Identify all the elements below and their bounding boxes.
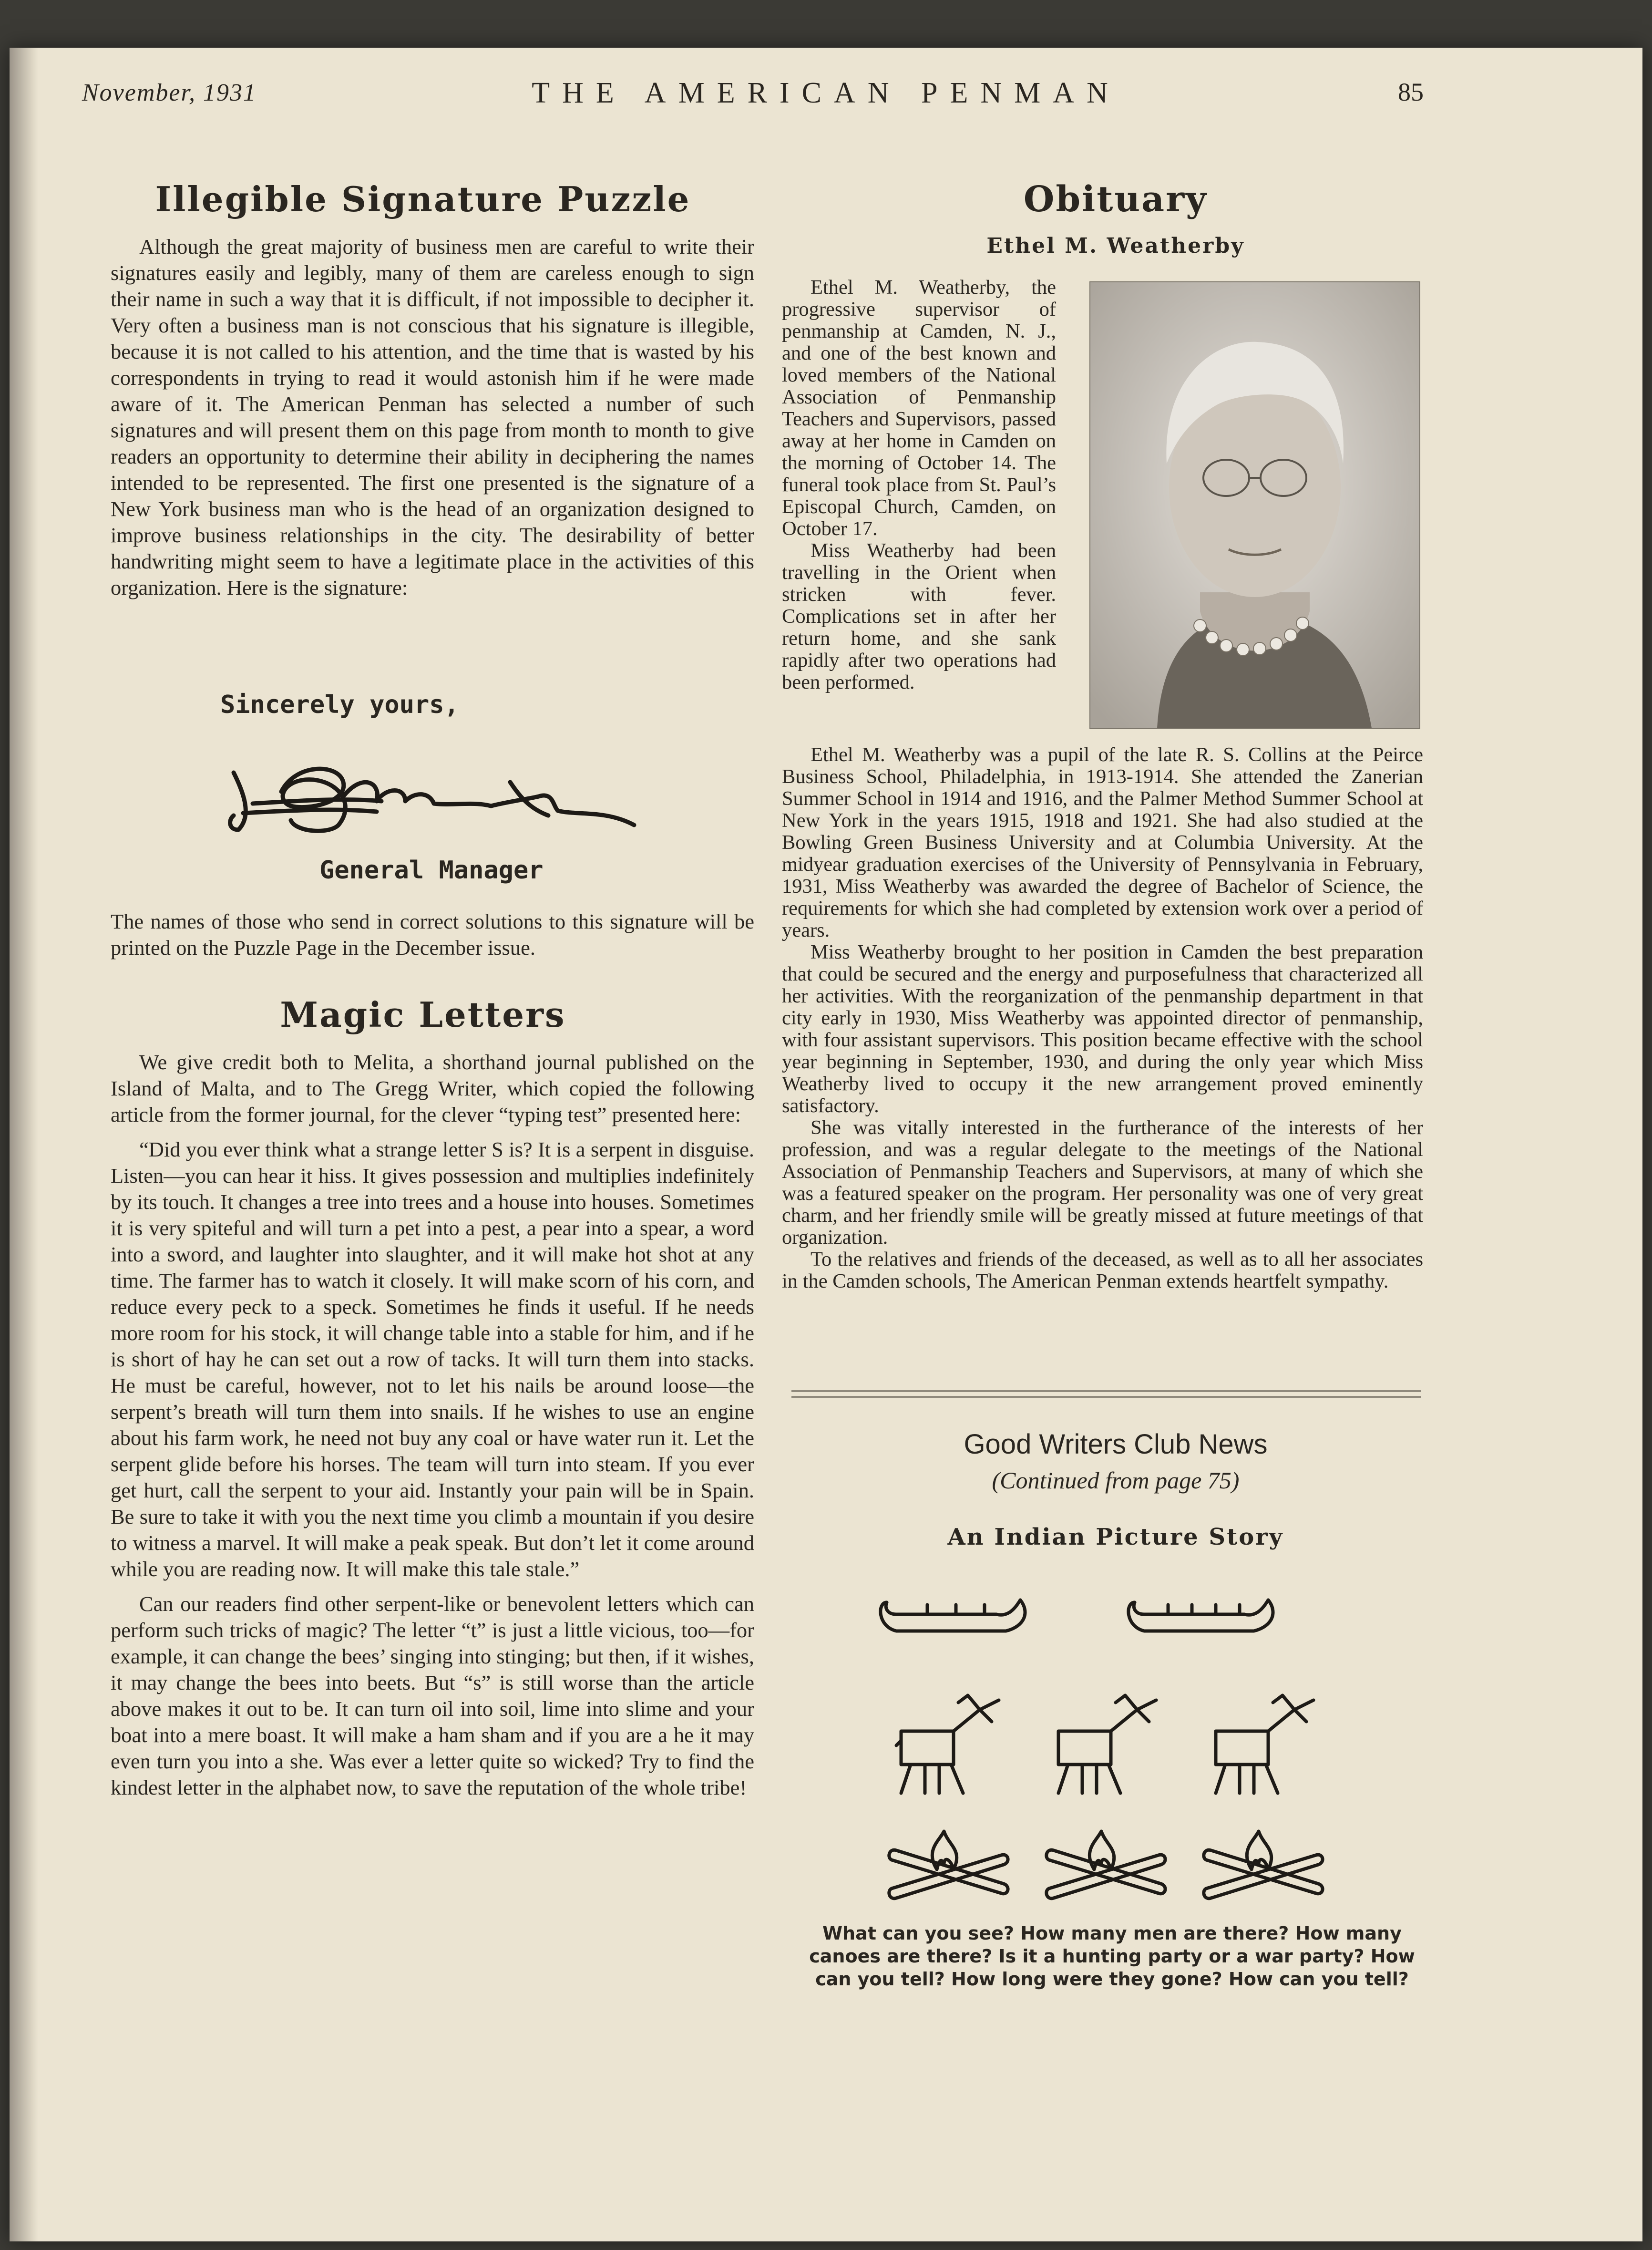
obituary-body	[782, 744, 1423, 1292]
canoe-icon	[881, 1600, 1025, 1631]
magic-quote: “Did you ever think what a strange letter S is? It is a serpent in disguise. Listen—you can hear it hiss. It gives possession and multiplies indefinitely by its touch. It changes a tree into trees and a house into houses. Sometimes it is very spiteful and will turn a pet into a pest, a pear into a spear, a word into a sword, and laughter into slaughter, and it will make hot shot at any time. The farmer has to watch it closely. It will make scorn of his corn, and reduce every peck to a speck. Sometimes he finds it useful. If he needs more room for his stock, it will change table into a stable for him, and if he is short of hay he can set out a row of tacks. It will turn them into stacks. He must be careful, however, not to let his nails be around loose—the serpent’s breath will turn them into snails. If he wishes to use an engine about his farm work, he need not buy any coal or have water run it. Let the serpent glide before his horses. The team will turn into steam. If you ever get hurt, call the serpent to your aid. Instantly your pain will be in Spain. Be sure to take it with you the next time you climb a mountain if you desire to witness a marvel. It will make a peak speak. But don’t let it come around while you are reading now. It will make this tale stale.”	[111, 1137, 754, 1581]
continued-note: (Continued from page 75)	[992, 1467, 1240, 1494]
obituary-paragraph-2: Miss Weatherby had been travelling in the Orient when stricken with fever. Complications set in after her return home, and she sank rapidly after two operations had been performed.	[782, 539, 1056, 693]
page-number: 85	[1398, 78, 1424, 106]
puzzle-body	[111, 234, 754, 601]
magic-closing: Can our readers find other serpent-like or benevolent letters which can perform such tricks of magic? The letter “t” is just a little vicious, too—for example, it can change the bees’ singing into stinging; but then, if it wishes, it may change the bees into beets. But “s” is still worse than the article above makes it out to be. It can turn oil into soil, lime into slime and your boat into a mere boast. It will make a ham sham and if you are a he it may even turn you into a she. Was ever a letter quite so wicked? Try to find the kindest letter in the alphabet now, to save the reputation of the whole tribe!	[111, 1592, 754, 1799]
campfire-icon	[1047, 1831, 1165, 1899]
picture-story-heading: An Indian Picture Story	[947, 1524, 1284, 1550]
puzzle-footer	[111, 908, 754, 961]
deer-icon	[1216, 1695, 1313, 1793]
puzzle-heading: Illegible Signature Puzzle	[155, 179, 691, 219]
portrait-photo	[1089, 281, 1420, 729]
deer-icon	[896, 1695, 999, 1793]
illegible-signature-image	[224, 753, 663, 849]
magic-letters-heading: Magic Letters	[280, 994, 566, 1035]
canoe-icon	[1129, 1600, 1273, 1631]
obituary-name: Ethel M. Weatherby	[986, 234, 1245, 258]
deer-icon	[1058, 1695, 1156, 1793]
section-divider	[791, 1390, 1421, 1398]
signature-closing: Sincerely yours,	[220, 691, 459, 719]
obituary-paragraph-1: Ethel M. Weatherby, the progressive supervisor of penmanship at Camden, N. J., and one of the best known and loved members of the National Association of Penmanship Teachers and Supervisors, passed away at her home in Camden on the morning of October 14. The funeral took place from St. Paul’s Episcopal Church, Camden, on October 17.	[782, 276, 1056, 540]
obituary-body-wrapped	[782, 277, 1056, 693]
picture-story-questions: What can you see? How many men are there? How many canoes are there? Is it a hunting party or a war party? How can you tell? How long were they gone? How can you tell?	[809, 1923, 1415, 1990]
puzzle-footer-text: The names of those who send in correct solutions to this signature will be printed on the Puzzle Page in the December issue.	[111, 909, 754, 960]
magic-letters-body	[111, 1049, 754, 1801]
indian-pictographs	[877, 1593, 1344, 1908]
obituary-paragraph-4: Miss Weatherby brought to her position in Camden the best preparation that could be secured and the energy and purposefulness that characterized all her activities. With the reorganization of the penmanship department in that city early in 1930, Miss Weatherby was appointed director of penmanship, with four assistant supervisors. This position became effective with the school year beginning in September, 1930, and during the only year which Miss Weatherby lived to occupy it the new arrangement proved eminently satisfactory.	[782, 941, 1423, 1117]
issue-date: November, 1931	[82, 79, 257, 106]
puzzle-paragraph: Although the great majority of business men are careful to write their signatures easily and legibly, many of them are careless enough to sign their name in such a way that it is difficult, if not impossible to decipher it. Very often a business man is not conscious that his signature is illegible, because it is not called to his attention, and the time that is wasted by his correspondents in trying to read it would astonish him if he were made aware of it. The American Penman has selected a number of such signatures and will present them on this page from month to month to give readers an opportunity to determine their ability in deciphering the names intended to be represented. The first one presented is the signature of a New York business man who is the head of an organization designed to improve business relationships in the city. The desirability of better handwriting might seem to have a legitimate place in the activities of this organization. Here is the signature:	[111, 235, 754, 599]
obituary-heading: Obituary	[1023, 179, 1208, 220]
binding-gutter	[10, 48, 38, 2241]
signature-title: General Manager	[319, 856, 544, 885]
club-heading: Good Writers Club News	[964, 1429, 1268, 1460]
magazine-title: THE AMERICAN PENMAN	[532, 77, 1120, 109]
obituary-paragraph-3: Ethel M. Weatherby was a pupil of the late R. S. Collins at the Peirce Business School, Philadelphia, in 1913-1914. She attended the Zanerian Summer School in 1914 and 1916, and the Palmer Method Summer School at New York in the years 1915, 1918 and 1921. She had also studied at the Bowling Green Business University and at Columbia University. At the midyear graduation exercises of the University of Pennsylvania in February, 1931, Miss Weatherby was awarded the degree of Bachelor of Science, the requirements for which she had completed by extension work over a period of years.	[782, 743, 1423, 941]
portrait-image	[1090, 282, 1419, 728]
campfire-icon	[889, 1831, 1008, 1899]
magic-intro: We give credit both to Melita, a shorthand journal published on the Island of Malta, and to The Gregg Writer, which copied the following article from the former journal, for the clever “typing test” presented here:	[111, 1050, 754, 1126]
obituary-paragraph-6: To the relatives and friends of the deceased, as well as to all her associates in the Camden schools, The American Penman extends heartfelt sympathy.	[782, 1248, 1423, 1292]
campfire-icon	[1204, 1831, 1323, 1899]
obituary-paragraph-5: She was vitally interested in the furtherance of the interests of her profession, and was a regular delegate to the meetings of the National Association of Penmanship Teachers and Supervisors, at many of which she was a featured speaker on the program. Her personality was one of very great charm, and her friendly smile will be greatly missed at future meetings of that organization.	[782, 1116, 1423, 1249]
